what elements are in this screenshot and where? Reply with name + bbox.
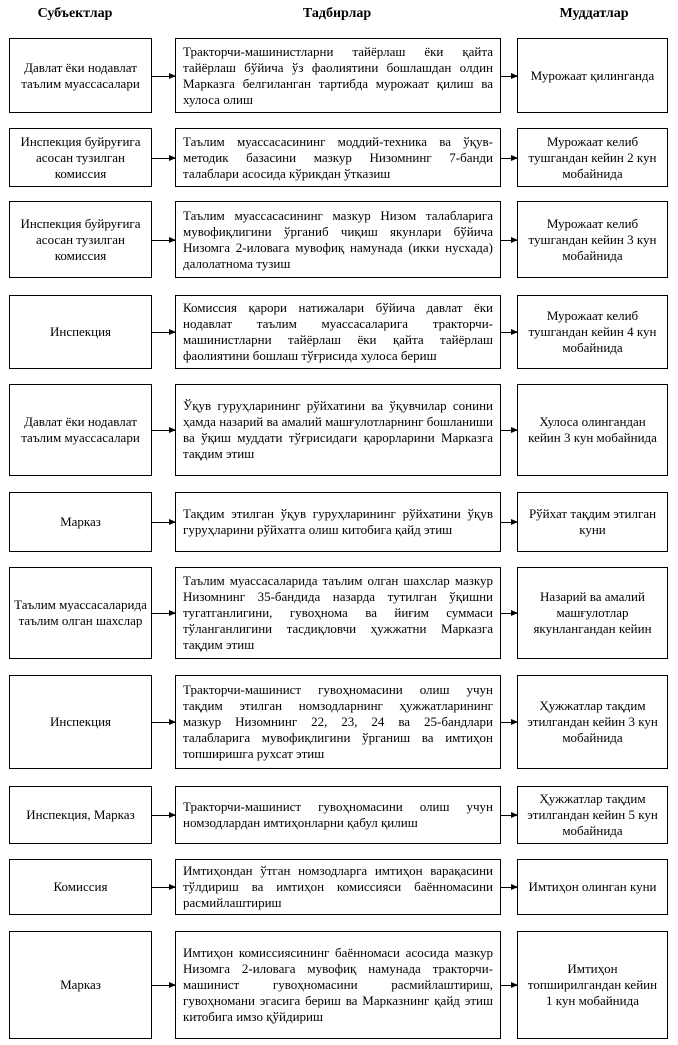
arrow-right-icon bbox=[152, 158, 175, 159]
action-box bbox=[175, 38, 501, 113]
arrow-right-icon bbox=[501, 887, 517, 888]
arrow-right-icon bbox=[152, 887, 175, 888]
action-box bbox=[175, 567, 501, 659]
flow-row bbox=[0, 786, 678, 844]
subject-box: Инспекция bbox=[9, 675, 152, 769]
flow-row bbox=[0, 931, 678, 1039]
header-deadlines: Муддатлар bbox=[559, 6, 629, 21]
arrow-right-icon bbox=[152, 332, 175, 333]
arrow-right-icon bbox=[152, 76, 175, 77]
arrow-right-icon bbox=[152, 240, 175, 241]
flow-row bbox=[0, 384, 678, 476]
action-text: Имтиҳондан ўтган номзодларга имтиҳон варақасини тўлдириш ва имтиҳон комиссияси баённомасини расмийлаштириш bbox=[183, 863, 493, 910]
header-subjects: Субъектлар bbox=[37, 6, 113, 21]
arrow-right-icon bbox=[501, 240, 517, 241]
flow-row bbox=[0, 859, 678, 915]
deadline-box: Имтиҳон олинган куни bbox=[517, 859, 668, 915]
arrow-right-icon bbox=[501, 158, 517, 159]
arrow-right-icon bbox=[152, 985, 175, 986]
flow-row bbox=[0, 295, 678, 369]
action-box bbox=[175, 675, 501, 769]
subject-box: Инспекция буйруғига асосан тузилган комиссия bbox=[9, 201, 152, 278]
flow-row bbox=[0, 201, 678, 278]
arrow-right-icon bbox=[501, 522, 517, 523]
subject-box: Комиссия bbox=[9, 859, 152, 915]
action-text: Тракторчи-машинистларни тайёрлаш ёки қайта тайёрлаш бўйича ўз фаолиятини бошлашдан олдин Марказга белгиланган тартибда мурожаат қилиш ва хулоса олиш bbox=[183, 43, 493, 107]
action-text: Тақдим этилган ўқув гуруҳларининг рўйхатини ўқув гуруҳларини рўйхатга олиш китобига қайд этиш bbox=[183, 506, 493, 537]
action-box bbox=[175, 931, 501, 1039]
arrow-right-icon bbox=[152, 430, 175, 431]
flow-row bbox=[0, 128, 678, 187]
flow-row bbox=[0, 38, 678, 113]
deadline-box: Мурожаат келиб тушгандан кейин 4 кун мобайнида bbox=[517, 295, 668, 369]
arrow-right-icon bbox=[501, 76, 517, 77]
action-text: Таълим муассасасининг мазкур Низом талабларига мувофиқлигини ўрганиб чиқиш якунлари бўйича Низомга 2-иловага мувофиқ намунада (икки нусхада) далолатнома тузиш bbox=[183, 207, 493, 271]
action-text: Тракторчи-машинист гувоҳномасини олиш учун тақдим этилган номзодларнинг ҳужжатларининг мазкур Низомнинг 22, 23, 24 ва 25-бандлари талабларига мувофиқлигини ўрганиш ва имтиҳон топширишга рухсат этиш bbox=[183, 682, 493, 761]
flow-row bbox=[0, 492, 678, 552]
subject-box: Марказ bbox=[9, 492, 152, 552]
action-text: Комиссия қарори натижалари бўйича давлат ёки нодавлат таълим муассасаларига тракторчи-машинистларни тайёрлаш ёки қайта тайёрлаш фаолиятини бошлаш тўғрисида хулоса бериш bbox=[183, 300, 493, 363]
action-text: Таълим муассасаларида таълим олган шахслар мазкур Низомнинг 35-бандида назарда тутилган ўқишни тугатганлигини, гувоҳнома ва йиғим суммаси тўланганлигини тасдиқловчи ҳужжатни Марказга тақдим этиш bbox=[183, 573, 493, 652]
action-box bbox=[175, 492, 501, 552]
deadline-box: Ҳужжатлар тақдим этилгандан кейин 3 кун мобайнида bbox=[517, 675, 668, 769]
subject-box: Давлат ёки нодавлат таълим муассасалари bbox=[9, 384, 152, 476]
arrow-right-icon bbox=[152, 815, 175, 816]
subject-box: Давлат ёки нодавлат таълим муассасалари bbox=[9, 38, 152, 113]
action-text: Имтиҳон комиссиясининг баённомаси асосида мазкур Низомга 2-иловага мувофиқ намунада тракторчи-машинист гувоҳномасини расмийлаштириш, гувоҳномани эгасига бериш ва Марказнинг қайд этиш китобига имзо қўйдириш bbox=[183, 945, 493, 1024]
deadline-box: Мурожаат қилинганда bbox=[517, 38, 668, 113]
deadline-box: Ҳужжатлар тақдим этилгандан кейин 5 кун мобайнида bbox=[517, 786, 668, 844]
subject-box: Инспекция, Марказ bbox=[9, 786, 152, 844]
action-box bbox=[175, 295, 501, 369]
subject-box: Инспекция bbox=[9, 295, 152, 369]
arrow-right-icon bbox=[501, 430, 517, 431]
flow-row bbox=[0, 675, 678, 769]
arrow-right-icon bbox=[501, 332, 517, 333]
action-box bbox=[175, 201, 501, 278]
arrow-right-icon bbox=[501, 815, 517, 816]
header-actions: Тадбирлар bbox=[302, 6, 372, 21]
action-text: Тракторчи-машинист гувоҳномасини олиш учун номзодлардан имтиҳонларни қабул қилиш bbox=[183, 799, 493, 830]
action-box bbox=[175, 786, 501, 844]
subject-box: Таълим муассасаларида таълим олган шахслар bbox=[9, 567, 152, 659]
action-box bbox=[175, 128, 501, 187]
flow-row bbox=[0, 567, 678, 659]
deadline-box: Рўйхат тақдим этилган куни bbox=[517, 492, 668, 552]
action-text: Ўқув гуруҳларининг рўйхатини ва ўқувчилар сонини ҳамда назарий ва амалий машғулотларнинг бошланиши ва ўқиш муддати тўғрисидаги қарорларини Марказга тақдим этиш bbox=[183, 398, 493, 461]
deadline-box: Мурожаат келиб тушгандан кейин 3 кун мобайнида bbox=[517, 201, 668, 278]
deadline-box: Хулоса олингандан кейин 3 кун мобайнида bbox=[517, 384, 668, 476]
arrow-right-icon bbox=[152, 613, 175, 614]
action-box bbox=[175, 859, 501, 915]
arrow-right-icon bbox=[501, 985, 517, 986]
subject-box: Марказ bbox=[9, 931, 152, 1039]
deadline-box: Мурожаат келиб тушгандан кейин 2 кун мобайнида bbox=[517, 128, 668, 187]
arrow-right-icon bbox=[501, 613, 517, 614]
deadline-box: Имтиҳон топширилгандан кейин 1 кун мобайнида bbox=[517, 931, 668, 1039]
subject-box: Инспекция буйруғига асосан тузилган комиссия bbox=[9, 128, 152, 187]
arrow-right-icon bbox=[501, 722, 517, 723]
deadline-box: Назарий ва амалий машғулотлар якунлангандан кейин bbox=[517, 567, 668, 659]
action-box bbox=[175, 384, 501, 476]
action-text: Таълим муассасасининг моддий-техника ва ўқув-методик базасини мазкур Низомнинг 7-банди талаблари асосида кўрикдан ўтказиш bbox=[183, 133, 493, 181]
arrow-right-icon bbox=[152, 722, 175, 723]
arrow-right-icon bbox=[152, 522, 175, 523]
